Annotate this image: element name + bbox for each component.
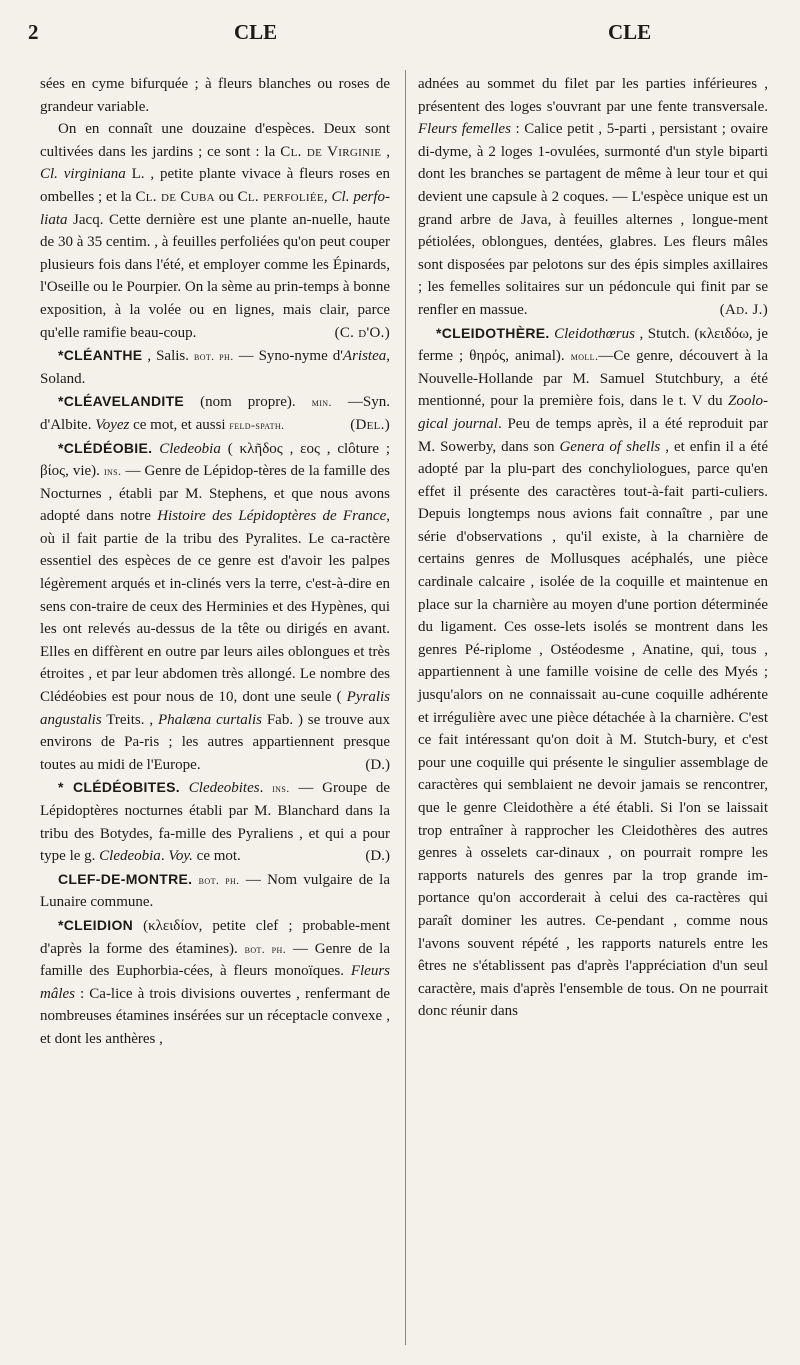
entry-cleidothere: *CLEIDOTHÈRE. Cleidothœrus , Stutch. (κλειδόω, je ferme ; θηρός, animal). moll.—Ce genre, découvert à la Nouvelle-Hollande par M. Samuel Stutchbury, a été mentionné, pour la première fois, dans le t. V du Zoolo-gical journal. Peu de temps après, il a été reproduit par M. Sowerby, dans son Genera of shells , et enfin il a été adopté par la plu-part des conchyliologues, parce qu'en effet il présente des caractères tout-à-fait parti-culiers. Depuis longtemps nous avions fait connaître , par une série d'observations , qu'il existe, à la charnière de certains genres de Mollusques acéphalés, une pièce cardinale calcaire , isolée de la coquille et maintenue en place sur la charnière au moyen d'une portion déterminée du ligament. Ces osse-lets isolés se montrent dans les genres Pé-riplome , Ostéodesme , Anatine, qui, tous , appartiennent à une famille voisine de celle des Myés ; jusqu'alors on ne connaissait au-cune coquille adhérente et irrégulière avec une pièce détachée à la charnière. C'est ce fait intéressant qu'on doit à M. Stutch-bury, et c'est pour une coquille qui présente le singulier assemblage de caractères qui semblaient ne devoir jamais se rencontrer, que le genre Cleidothère a été établi. Si l'on se laissait trop entraîner à rapprocher les Cleidothères des autres genres à osselets car-dinaux , on pourrait rompre les rapports naturels des genres par la trop grande im-portance qu'on accorderait à celui des ca-ractères qui paraît dominer les autres. Ce-pendant , comme nous l'avons souvent répété , les rapports naturels entre les êtres ne s'établissent pas d'après l'appréciation d'un seul caractère, mais d'après l'ensemble de tous. On ne pourrait donc réunir dans: [418, 324, 769, 1020]
entry-term: * CLÉDÉOBITES.: [58, 779, 180, 796]
author-signature: (D.): [365, 848, 390, 865]
left-column: [40, 73, 390, 1051]
entry-term: *CLEIDOTHÈRE.: [436, 324, 550, 341]
cleidion-continuation: adnées au sommet du filet par les parties inférieures , présentent des loges s'ouvrant par une fente transversale. Fleurs femelles : Calice petit , 5-parti , persistant ; ovaire di-dyme, à 2 loges 1-ovulées, surmonté d'un style biparti dont les branches se partagent de même à leur tour et qui devient une capsule à 2 coques. — L'espèce unique est un grand arbre de Java, à feuilles alternes , longue-ment pétiolées, oblongues, dentées, glabres. Les fleurs mâles sont disposées par pelotons sur des épis simples axillaires ; les femelles solitaires sur un pédoncule qui finit par se renfler en massue. (Ad. J.): [418, 73, 768, 322]
continuation-paragraph: sées en cyme bifurquée ; à fleurs blanches ou roses de grandeur variable.: [40, 76, 390, 115]
author-signature: (Del.): [350, 416, 390, 433]
entry-cledeobites: * CLÉDÉOBITES. Cledeobites. ins. — Groupe de Lépidoptères nocturnes établi par M. Blanchard dans la tribu des Botydes, fa-mille des Pyraliens , et qui a pour type le g. Cledeobia. Voy. ce mot. (D.): [40, 776, 390, 867]
running-header: [28, 20, 772, 60]
right-column: [418, 73, 768, 1023]
page-number: 2: [28, 20, 39, 44]
cultivated-species-paragraph: On en connaît une douzaine d'espèces. Deux sont cultivées dans les jardins ; ce sont : la Cl. de Virginie , Cl. virginiana L. , petite plante vivace à fleurs roses en ombelles ; et la Cl. de Cuba ou Cl. perfoliée, Cl. perfo-liata Jacq. Cette dernière est une plante an-nuelle, haute de 30 à 35 centim. , à feuilles perfoliées qu'on peut couper plusieurs fois dans l'été, et employer comme les Épinards, l'Oseille ou le Pourpier. On la sème au prin-temps à bonne exposition, à la volée ou en lignes, mais clair, parce qu'elle ramifie beau-coup. (C. d'O.): [40, 118, 390, 344]
entry-term: *CLÉAVELANDITE: [58, 393, 185, 410]
headword-right: CLE: [608, 20, 652, 44]
column-divider: [405, 70, 406, 1345]
entry-cledeobie: *CLÉDÉOBIE. Cledeobia ( κλῆδος , εος , clôture ; βίος, vie). ins. — Genre de Lépidop-tères de la famille des Nocturnes , établi par M. Stephens, et que nous avons adopté dans notre Histoire des Lépidoptères de France, où il fait partie de la tribu des Pyralites. Le ca-ractère essentiel des espèces de ce genre est d'avoir les palpes légèrement arqués et in-clinés vers la terre, c'est-à-dire en sens con-traire de ceux des Herminies et des Hypènes, qui les ont relevés au-dessus de la tête ou dirigés en avant. Elles en diffèrent en outre par leurs ailes oblongues et très étroites , et par leur abdomen très allongé. Le nombre des Clédéobies est pour nous de 10, dont une seule ( Pyralis angustalis Treits. , Phalæna curtalis Fab. ) se trouve aux environs de Pa-ris ; les autres appartiennent presque toutes au midi de l'Europe. (D.): [40, 437, 390, 777]
entry-cleavelandite: *CLÉAVELANDITE (nom propre). min. —Syn. d'Albite. Voyez ce mot, et aussi feld-spath. (Del.): [40, 390, 390, 436]
entry-term: *CLÉDÉOBIE.: [58, 439, 153, 456]
entry-term: *CLEIDION: [58, 916, 134, 933]
author-signature: (C. d'O.): [334, 324, 390, 341]
entry-cleidion: *CLEIDION (κλειδίον, petite clef ; probable-ment d'après la forme des étamines). bot. ph. — Genre de la famille des Euphorbia-cées, à fleurs monoïques. Fleurs mâles : Ca-lice à trois divisions ouvertes , renfermant de nombreuses étamines insérées sur un réceptacle convexe , et dont les anthères ,: [40, 916, 390, 1047]
entry-cleanthe: *CLÉANTHE , Salis. bot. ph. — Syno-nyme d'Aristea, Soland.: [40, 347, 390, 387]
entry-term: CLEF-DE-MONTRE.: [58, 870, 193, 887]
author-signature: (D.): [365, 756, 390, 773]
entry-clef-de-montre: CLEF-DE-MONTRE. bot. ph. — Nom vulgaire de la Lunaire commune.: [40, 870, 390, 911]
author-signature: (Ad. J.): [719, 301, 768, 318]
headword-left: CLE: [234, 20, 278, 44]
entry-term: *CLÉANTHE: [58, 347, 143, 364]
